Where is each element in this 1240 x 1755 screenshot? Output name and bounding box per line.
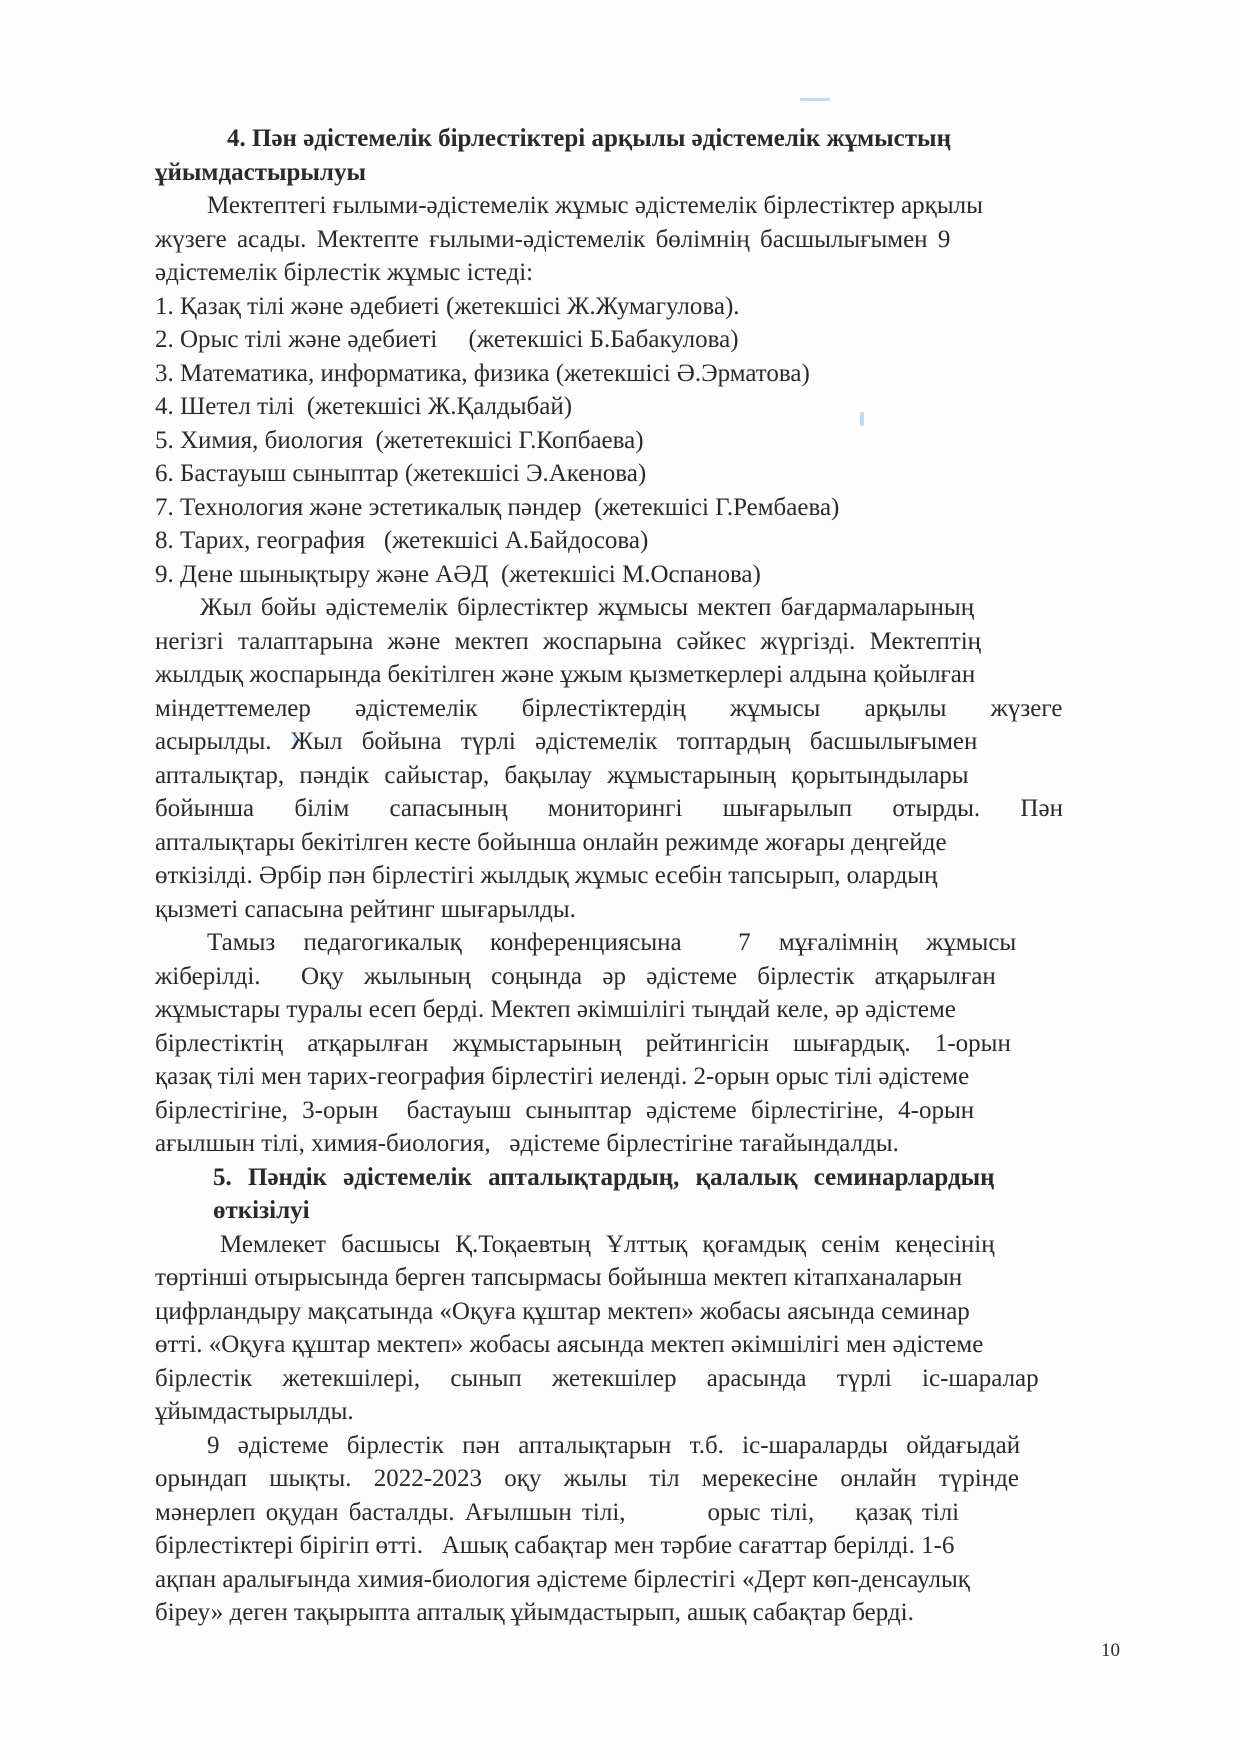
paragraph-line: жүзеге асады. Мектепте ғылыми-әдістемелік бөлімнің басшылығымен 9 — [155, 225, 951, 253]
paragraph-line: апталықтары бекітілген кесте бойынша онлайн режимде жоғары деңгейде — [155, 828, 947, 856]
paragraph-rating — [155, 926, 1125, 1161]
paragraph-line: бойынша білім сапасының мониторингі шығарылып отырды. Пән — [155, 795, 1063, 822]
paragraph-line: өткізілді. Әрбір пән бірлестігі жылдық жұмыс есебін тапсырып, олардың — [155, 862, 938, 889]
paragraph-line: ұйымдастырылды. — [155, 1398, 354, 1425]
paragraph-line: апталықтар, пәндік сайыстар, бақылау жұмыстарының қорытындылары — [155, 761, 969, 789]
list-item: 2. Орыс тілі және әдебиеті (жетекшісі Б.Бабакулова) — [155, 326, 739, 353]
paragraph-line: қазақ тілі мен тарих-география бірлестігі иеленді. 2-орын орыс тілі әдістеме — [155, 1063, 970, 1090]
paragraph-line: ағылшын тілі, химия-биология, әдістеме бірлестігіне тағайындалды. — [155, 1130, 899, 1157]
paragraph-line: бірлестігіне, 3-орын бастауыш сыныптар әдістеме бірлестігіне, 4-орын — [155, 1096, 975, 1124]
paragraph-line: цифрландыру мақсатында «Оқуға құштар мектеп» жобасы аясында семинар — [155, 1297, 970, 1325]
paragraph-line: жіберілді. Оқу жылының соңында әр әдістеме бірлестік атқарылған — [155, 962, 996, 990]
paragraph-line: жұмыстары туралы есеп берді. Мектеп әкімшілігі тыңдай келе, әр әдістеме — [155, 996, 956, 1023]
list-item: 7. Технология және эстетикалық пәндер (жетекшісі Г.Рембаева) — [155, 493, 840, 521]
associations-list — [155, 290, 1125, 592]
paragraph-line: төртінші отырысында берген тапсырмасы бойынша мектеп кітапханаларын — [155, 1264, 963, 1291]
section-5-heading-line1: 5. Пәндік әдістемелік апталықтардың, қалалық семинарлардың — [213, 1163, 995, 1191]
list-item: 4. Шетел тілі (жетекшісі Ж.Қалдыбай) — [155, 393, 573, 420]
paragraph-seminar — [155, 1228, 1125, 1429]
list-item: 6. Бастауыш сыныптар (жетекшісі Э.Акенова) — [155, 460, 647, 487]
paragraph-annual-work — [155, 591, 1125, 926]
paragraph-line: Мемлекет басшысы Қ.Тоқаевтың Ұлттық қоғамдық сенім кеңесінің — [220, 1230, 995, 1258]
paragraph-line: жылдық жоспарында бекітілген және ұжым қызметкерлері алдына қойылған — [155, 661, 976, 688]
paragraph-line: 9 әдістеме бірлестік пән апталықтарын т.б. іс-шараларды ойдағыдай — [207, 1431, 1021, 1459]
list-item: 3. Математика, информатика, физика (жетекшісі Ә.Эрматова) — [155, 359, 810, 387]
paragraph-line: бірлестіктері бірігіп өтті. Ашық сабақтар мен тәрбие сағаттар берілді. 1-6 — [155, 1532, 955, 1559]
list-item: 9. Дене шынықтыру және АӘД (жетекшісі М.Оспанова) — [155, 560, 761, 588]
heading-text: 4. Пән әдістемелік бірлестіктері арқылы әдістемелік жұмыстың — [227, 125, 951, 152]
list-item: 5. Химия, биология (жететекшісі Г.Копбаева) — [155, 426, 644, 454]
paragraph-line: қызметі сапасына рейтинг шығарылды. — [155, 895, 576, 923]
paragraph-line: Жыл бойы әдістемелік бірлестіктер жұмысы мектеп бағдармаларының — [200, 594, 975, 621]
paragraph-line: ақпан аралығында химия-биология әдістеме бірлестігі «Дерт көп-денсаулық — [155, 1565, 970, 1593]
paragraph-line: мәнерлеп оқудан басталды. Ағылшын тілі, орыс тілі, қазақ тілі — [155, 1498, 960, 1526]
paragraph-line: негізгі талаптарына және мектеп жоспарына сәйкес жүргізді. Мектептің — [155, 627, 982, 655]
paragraph-line: әдістемелік бірлестік жұмыс істеді: — [155, 259, 534, 286]
document-page — [155, 122, 1125, 1630]
paragraph-line: Мектептегі ғылыми-әдістемелік жұмыс әдістемелік бірлестіктер арқылы — [207, 192, 983, 219]
paragraph-line: өтті. «Оқуға құштар мектеп» жобасы аясында мектеп әкімшілігі мен әдістеме — [155, 1331, 984, 1358]
page-number: 10 — [1101, 1640, 1120, 1661]
paragraph-line: бірлестіктің атқарылған жұмыстарының рейтингісін шығардық. 1-орын — [155, 1029, 1011, 1057]
paragraph-line: асырылды. Жыл бойына түрлі әдістемелік топтардың басшылығымен — [155, 728, 978, 755]
paragraph-line: біреу» деген тақырыпта апталық ұйымдастырып, ашық сабақтар берді. — [155, 1599, 914, 1626]
list-item: 8. Тарих, география (жетекшісі А.Байдосова) — [155, 527, 649, 554]
paragraph-line: бірлестік жетекшілері, сынып жетекшілер арасында түрлі іс-шаралар — [155, 1364, 1039, 1392]
paragraph-line: міндеттемелер әдістемелік бірлестіктердің жұмысы арқылы жүзеге — [155, 694, 1063, 722]
section-5-heading-line2: өткізілуі — [213, 1197, 310, 1224]
paragraph-line: Тамыз педагогикалық конференциясына 7 мұғалімнің жұмысы — [207, 929, 1017, 956]
paragraph-weeks — [155, 1429, 1125, 1630]
paragraph-line: орындап шықты. 2022-2023 оқу жылы тіл мерекесіне онлайн түрінде — [155, 1465, 1019, 1492]
list-item: 1. Қазақ тілі және әдебиеті (жетекшісі Ж.Жумагулова). — [155, 292, 740, 320]
section-4-heading-line2: ұйымдастырылуы — [155, 158, 366, 186]
section-4-heading-line1 — [155, 122, 1125, 156]
